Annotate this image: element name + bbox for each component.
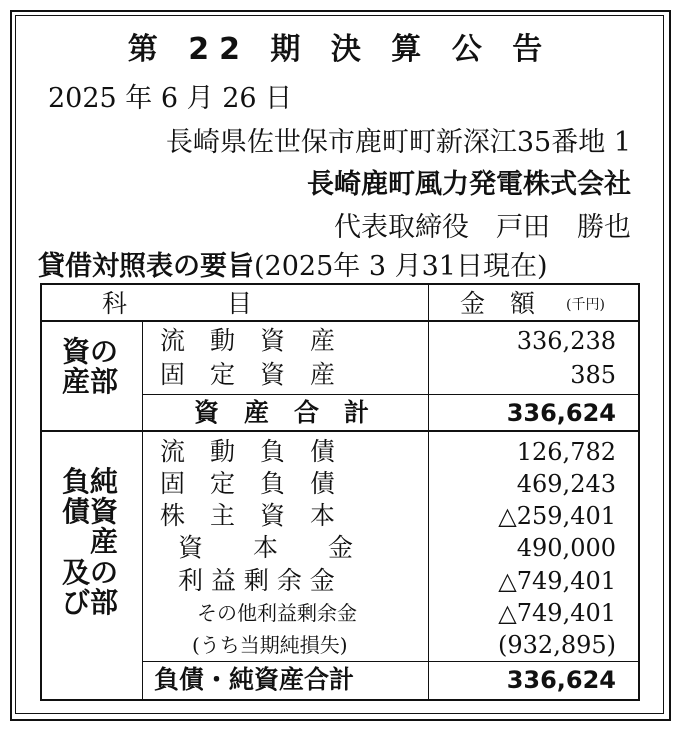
company-address: 長崎県佐世保市鹿町町新深江35番地 1 <box>165 127 631 158</box>
category-divider <box>142 320 143 699</box>
assets-category-line: 資の <box>62 335 119 368</box>
row-value: △259,401 <box>498 502 616 530</box>
balance-sheet-title <box>38 244 547 283</box>
liabilities-category-line: 負純 <box>62 465 119 498</box>
row-value: 126,782 <box>516 438 616 466</box>
section-divider <box>42 430 638 432</box>
row-label: 資 本 金 <box>178 533 354 562</box>
liabilities-category-line: び部 <box>62 585 119 619</box>
liabilities-total-label: 負債・純資産合計 <box>154 665 355 694</box>
liabilities-category-line: 産 <box>62 525 119 559</box>
assets-total-value: 336,624 <box>506 399 616 427</box>
assets-category <box>62 337 118 397</box>
row-label: 固 定 負 債 <box>160 469 336 498</box>
assets-total-divider <box>142 394 638 395</box>
notice-title: 第 22 期 決 算 公 告 <box>127 32 553 67</box>
header-item: 科 目 <box>102 289 253 318</box>
company-name: 長崎鹿町風力発電株式会社 <box>307 169 631 200</box>
liabilities-total-divider <box>142 661 638 662</box>
balance-sheet-table <box>40 283 640 701</box>
header-unit: (千円) <box>566 297 605 313</box>
amount-divider <box>428 285 429 699</box>
assets-category-line: 産部 <box>62 365 119 399</box>
notice-date: 2025 年 6 月 26 日 <box>48 83 293 114</box>
row-label: 固 定 資 産 <box>160 360 336 389</box>
row-label: (うち当期純損失) <box>192 633 348 657</box>
assets-total-label: 資 産 合 計 <box>194 398 370 427</box>
balance-sheet-title-main: 貸借対照表の要旨 <box>38 251 254 282</box>
row-label: 利 益 剰 余 金 <box>178 566 335 595</box>
row-value: (932,895) <box>498 631 616 659</box>
row-label: 株 主 資 本 <box>160 501 336 530</box>
balance-sheet-date: (2025年 3 月31日現在) <box>254 251 548 282</box>
row-value: △749,401 <box>498 567 616 595</box>
liabilities-category <box>62 467 118 618</box>
row-value: 385 <box>570 361 616 389</box>
liabilities-category-line: 及の <box>62 555 119 589</box>
row-label: 流 動 資 産 <box>160 326 336 355</box>
header-amount: 金 額 <box>460 289 536 318</box>
row-label: 流 動 負 債 <box>160 437 336 466</box>
row-value: △749,401 <box>498 599 616 627</box>
representative: 代表取締役 戸田 勝也 <box>334 212 631 243</box>
liabilities-total-value: 336,624 <box>506 666 616 694</box>
row-value: 469,243 <box>516 470 616 498</box>
row-label: その他利益剰余金 <box>197 601 357 625</box>
row-value: 336,238 <box>516 327 616 355</box>
row-value: 490,000 <box>516 534 616 562</box>
header-divider <box>42 320 638 322</box>
liabilities-category-line: 債資 <box>62 495 119 529</box>
